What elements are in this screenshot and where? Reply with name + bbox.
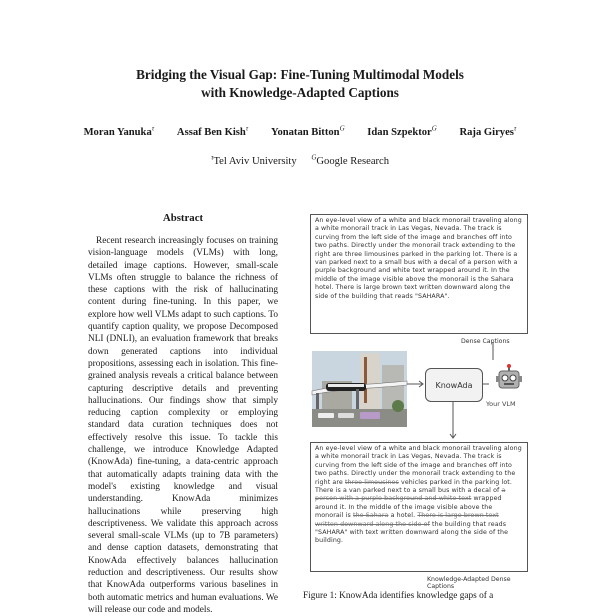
- robot-icon: [491, 362, 527, 398]
- removed-text: the Sahara: [353, 512, 389, 520]
- figure-caption: Figure 1: KnowAda identifies knowledge gaps of a: [303, 591, 494, 601]
- title-line-1: Bridging the Visual Gap: Fine-Tuning Multimodal Models: [136, 67, 464, 82]
- removed-text: There is large brown text written downward along the side of: [315, 512, 499, 528]
- dense-caption-box: An eye-level view of a white and black monorail traveling along a white monorail track in Las Vegas, Nevada. The track is curving from the left side of the image and branches off into two paths. Directly under the monorail track extending to the right are three limousines parked in the parking lot. There is a van parked next to a small bus with a decal of a person with a purple background and white text wrapped around it. In the middle of the image visible above the monorail is the Sahara hotel. There is large brown text written downward along the side of the building that reads "SAHARA".: [310, 214, 528, 334]
- adapted-caption-box: An eye-level view of a white and black monorail traveling along a white monorail track in Las Vegas, Nevada. The track is curving from the left side of the image and branches off into two paths. Directly under the monorail track extending to the right are three limousines vehicles parked in the parking lot. There is a van parked next to a small bus with a decal of a person with a purple background and white text wrapped around it. In the middle of the image visible above the monorail is the Sahara a hotel. There is large brown text written downward along the side of the building that reads "SAHARA" with text written downward along the side of the building.: [310, 442, 528, 572]
- author: Idan Szpektor$^G$: [367, 124, 437, 138]
- author: Assaf Ben Kish$^\tau$: [176, 124, 249, 138]
- abstract-heading: Abstract: [162, 212, 204, 224]
- figure-1: [303, 210, 533, 590]
- removed-text: three limousines: [344, 478, 399, 486]
- title-line-2: with Knowledge-Adapted Captions: [201, 85, 399, 100]
- author-list: [0, 124, 600, 138]
- affiliation: $^\tau$Tel Aviv University: [210, 153, 297, 167]
- affiliation: $^G$Google Research: [311, 153, 390, 167]
- removed-text: a person with a purple background and white text: [315, 487, 506, 503]
- paper-title: [0, 66, 600, 102]
- author: Raja Giryes$^\tau$: [459, 124, 517, 138]
- affiliations: [0, 153, 600, 167]
- vlm-label: Your VLM: [486, 400, 516, 408]
- author: Moran Yanuka$^\tau$: [83, 124, 155, 138]
- adapted-captions-label: Knowledge-Adapted Dense Captions: [427, 576, 511, 590]
- monorail-photo: [312, 351, 407, 427]
- abstract-text: Recent research increasingly focuses on training vision-language models (VLMs) with long, detailed image captions. However, small-scale VLMs often struggle to balance the richness of these captions with the risk of hallucinating content during fine-tuning. In this paper, we explore how well VLMs adapt to such captions. To quantify caption quality, we propose Decomposed NLI (DNLI), an evaluation framework that breaks down generated captions into individual propositions, assessing each in isolation. This fine-grained analysis reveals a critical balance between capturing descriptive details and preventing hallucinations. Our findings show that simply reducing caption complexity or employing standard data curation techniques does not effectively resolve this issue. To tackle this challenge, we introduce Knowledge Adapted (KnowAda) fine-tuning, a data-centric approach that automatically adapts training data with the model's existing knowledge and visual understanding. KnowAda minimizes hallucinations while preserving high descriptiveness. We validate this approach across several small-scale VLMs (up to 7B parameters) and dense caption datasets, demonstrating that KnowAda effectively balances hallucination reduction and descriptiveness. Our results show that KnowAda outperforms various baselines in both automatic metrics and human evaluations. We will release our code and models.: [88, 236, 278, 615]
- author: Yonatan Bitton$^G$: [270, 124, 345, 138]
- monorail-scene-image: [312, 351, 407, 427]
- dense-captions-label: Dense Captions: [461, 338, 510, 345]
- knowada-box: KnowAda: [425, 368, 483, 402]
